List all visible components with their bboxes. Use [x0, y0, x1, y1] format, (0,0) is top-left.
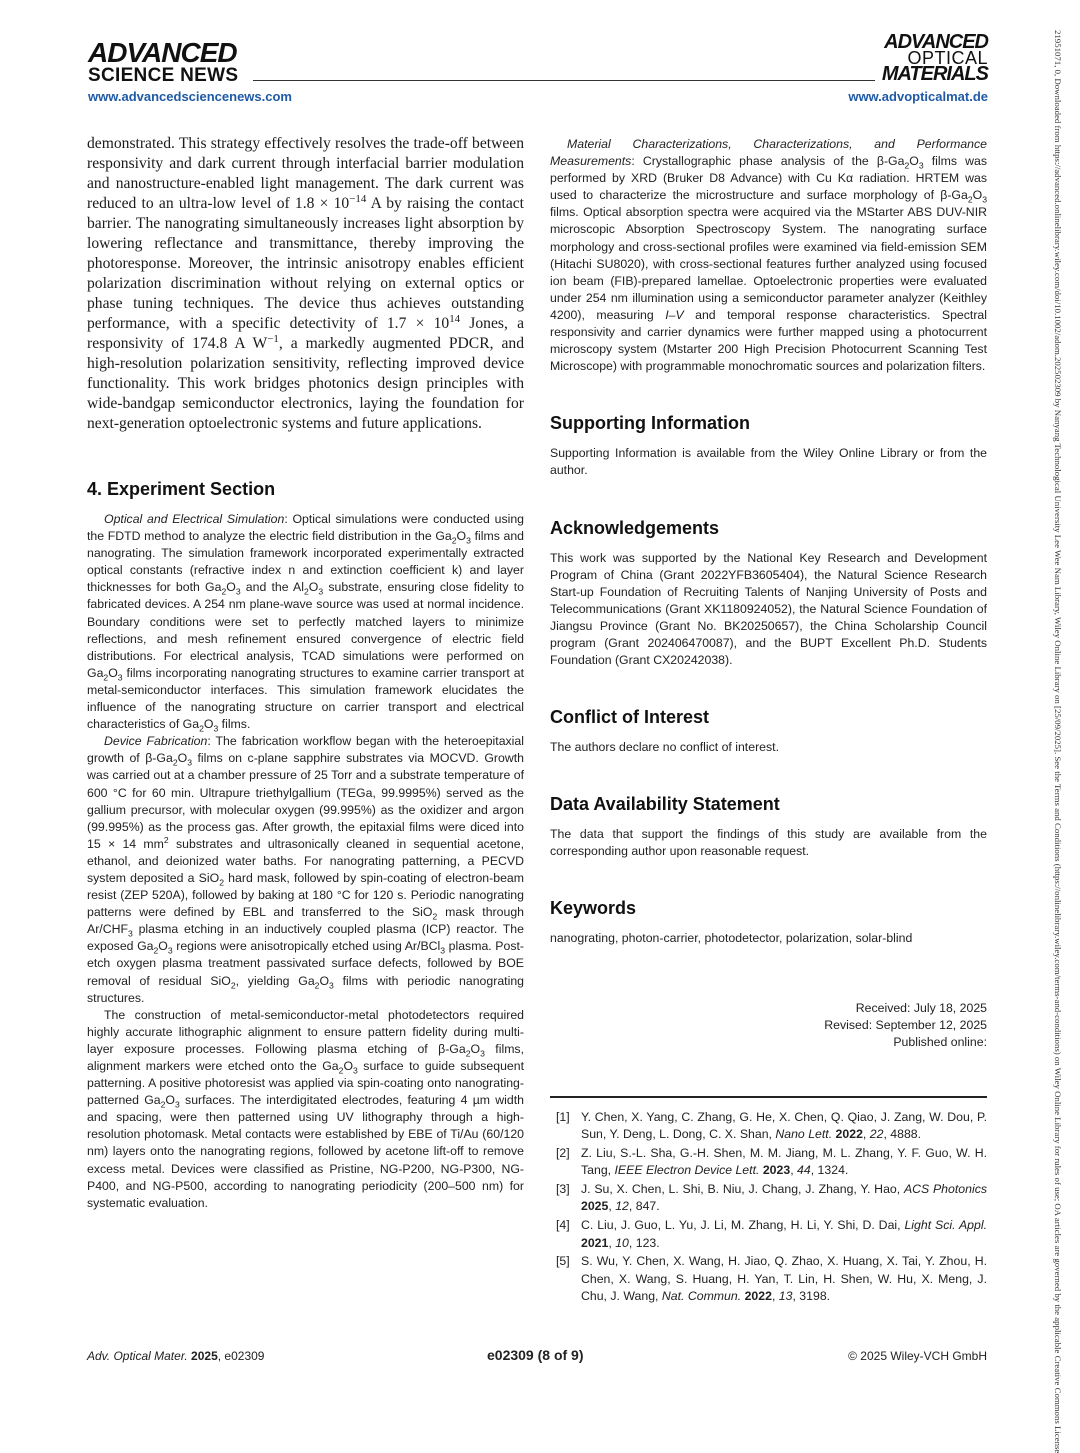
text-run: films on c-plane sapphire substrates via MOCVD. Growth was carried out at a chamber pressure of 25 Torr and a substrate temperature of 600 °C for 60 min. Ultrapure triethylgallium (TEGa, 99.9995%) served as the gallium precursor, with molecular oxygen (99.995%) as the oxidizer and argon (99.995%) as the process gas. After growth, the epitaxial films were diced into 15 × 14 mm [87, 751, 524, 851]
right-column [550, 136, 987, 948]
left-column [87, 134, 524, 1212]
subscript: 3 [167, 945, 173, 956]
subscript: 2 [221, 586, 227, 597]
subscript: 3 [982, 194, 987, 205]
subscript: 2 [904, 160, 910, 171]
logo-right-line-2: OPTICAL [907, 48, 988, 68]
revised-date: Revised: September 12, 2025 [824, 1018, 987, 1032]
reference-page: , 4888. [883, 1127, 922, 1142]
subscript: 2 [967, 194, 973, 205]
text-run: films and nanograting. The simulation framework incorporated experimentally extracted optical constants (refractive index n and extinction coefficient k) and layer thicknesses for both Ga [87, 529, 524, 595]
logo-line-1: ADVANCED [88, 37, 237, 68]
text-run: surfaces. The interdigitated electrodes, featuring 4 µm width and spacing, were then patterned using UV lithography through a high-resolution photomask. Metal contacts were established by EBE of Ti/Au (60/120 nm) layers onto the nanograting regions, followed by acetone lift-off to remove excess metal. Devices were classified as Pristine, NG-P200, NG-P300, NG-P400, and NG-P500, according to nanograting periodicity (200–500 nm) for systematic evaluation. [87, 1093, 524, 1210]
subscript: 3 [187, 757, 192, 768]
text-run: films. [218, 717, 251, 732]
logo-right-line-3: MATERIALS [881, 63, 988, 85]
reference-item: [5] S. Wu, Y. Chen, X. Wang, H. Jiao, Q. Zhao, X. Huang, X. Tai, Y. Zhou, H. Chen, X. Wang, S. Huang, H. Yan, T. Lin, H. Shen, W. Hu, X. Meng, J. Chu, J. Wang, Nat. Commun. 2022, 13, 3198. [556, 1254, 987, 1303]
published-date: Published online: [893, 1035, 987, 1049]
text-run: mask through Ar/CHF [87, 905, 525, 937]
footer-year: 2025 [191, 1349, 218, 1363]
text-run: and the Al [240, 580, 304, 595]
reference-page: , 847. [628, 1199, 660, 1214]
subscript: 2 [451, 535, 457, 546]
subscript: 3 [175, 1099, 180, 1110]
conclusion-paragraph [87, 134, 524, 434]
conflict-of-interest-title: Conflict of Interest [550, 707, 710, 728]
subscript: 2 [103, 672, 109, 683]
material-characterization-paragraph [550, 136, 987, 375]
text-run: O [456, 529, 467, 544]
reference-item: [3] J. Su, X. Chen, L. Shi, B. Niu, J. Chang, J. Zhang, Y. Hao, ACS Photonics 2025, 12, 847. [556, 1182, 987, 1214]
text-run: demonstrated. This strategy effectively resolves the trade-off between responsivity and dark current through interfacial barrier modulation and nanostructure-enabled light management. The dark current was reduced to an ultra-low level of 1.8 × 10 [87, 135, 524, 212]
footer-article-id: , e02309 [217, 1349, 265, 1363]
supporting-information-text: Supporting Information is available from the Wiley Online Library or from the author. [550, 446, 987, 478]
data-availability-title: Data Availability Statement [550, 794, 780, 815]
construction-paragraph [87, 1007, 524, 1212]
text-run: plasma. Post-etch oxygen plasma treatment passivated surface defects, followed by BOE removal of residual SiO [87, 939, 524, 988]
subscript: 3 [213, 723, 219, 734]
references-rule [550, 1096, 987, 1098]
device-fabrication-paragraph [87, 733, 524, 1007]
reference-year: 2022 [835, 1127, 863, 1142]
text-run: films. Optical absorption spectra were acquired via the MStarter ABS DUV-NIR microscopic Absorption Spectroscopy System. The nanograting surface morphology and cross-sectional profiles were examined via field-emission SEM (Hitachi SU8020), with cross-sectional features further analyzed using focused ion beam (FIB)-prepared lamellae. Optoelectronic properties were evaluated under 254 nm illumination using a semiconductor parameter analyzer (Keithley 4200), measuring [550, 205, 987, 322]
text-run: substrates and ultrasonically cleaned in sequential acetone, ethanol, and deionized water baths. For nanograting patterning, a PECVD system deposited a SiO [87, 836, 524, 885]
download-note [1043, 30, 1073, 1453]
text-run: films with periodic nanograting structures. [87, 973, 524, 1005]
paragraph-title: Material Characterizations, Characterizations, and Performance Measurements [550, 137, 987, 169]
text-run: O [972, 188, 983, 203]
text-run: : Crystallographic phase analysis of the β-Ga [631, 154, 905, 169]
text-run: The construction of metal-semiconductor-metal photodetectors required highly accurate lithographic alignment to ensure pattern fidelity during multi-layer exposure processes. Following plasma etching of β-Ga [87, 1007, 524, 1056]
reference-item: [1] Y. Chen, X. Yang, C. Zhang, G. He, X. Chen, Q. Qiao, J. Zang, W. Dou, P. Sun, Y. Deng, L. Dong, C. X. Shan, Nano Lett. 2022, 22, 4888. [556, 1110, 987, 1142]
text-run: films, alignment markers were etched onto the Ga [87, 1041, 524, 1073]
received-date: Received: July 18, 2025 [855, 1001, 987, 1015]
reference-journal: Nat. Commun. [661, 1288, 742, 1303]
subscript: 2 [465, 1048, 471, 1059]
reference-volume: 12 [615, 1199, 629, 1214]
reference-authors: J. Su, X. Chen, L. Shi, B. Niu, J. Chang, J. Zhang, Y. Hao, [581, 1182, 904, 1197]
reference-year: 2022 [744, 1288, 772, 1303]
text-run: , yielding Ga [235, 973, 315, 988]
text-run: O [343, 1059, 354, 1073]
text-run: A by raising the contact barrier. The nanograting simultaneously increases light absorption by lowering reflectance and transmittance, thereby improving the photoresponse. Moreover, the intrinsic anisotropy enables efficient polarization discrimination without relying on external optics or phase tuning techniques. The device thus achieves outstanding performance, with a specific detectivity of 1.7 × 10 [87, 195, 525, 332]
superscript: 2 [163, 834, 169, 845]
reference-number: [3] [556, 1182, 570, 1197]
logo-line-2: SCIENCE NEWS [88, 65, 239, 86]
text-run: , a markedly augmented PDCR, and high-resolution polarization sensitivity, reflecting improved device functionality. This work bridges photonics design principles with wide-bandgap semiconductor electronics, laying the foundation for next-generation optoelectronic systems and future applications. [87, 335, 524, 432]
text-run: films incorporating nanograting structures to examine carrier transport at metal-semiconductor interfaces. This simulation framework elucidates the influence of the nanograting structure on carrier transport and electrical characteristics of Ga [87, 665, 524, 732]
subscript: 3 [466, 535, 471, 546]
subscript: 2 [432, 911, 438, 922]
text-run: substrate, ensuring close fidelity to fabricated devices. A 254 nm plane-wave source was used at normal incidence. Boundary conditions were set to perfectly matched layers to minimize reflections, and mesh refinement ensured convergence of electric field distributions. For electrical analysis, TCAD simulations were performed on Ga [87, 580, 524, 680]
reference-page: , 123. [628, 1235, 660, 1250]
keywords-text: nanograting, photon-carrier, photodetector, polarization, solar-blind [550, 931, 913, 946]
reference-page: , 1324. [810, 1163, 849, 1178]
subscript: 2 [219, 877, 224, 888]
conflict-of-interest-text: The authors declare no conflict of interest. [550, 740, 779, 755]
footer-journal: Adv. Optical Mater. [87, 1349, 188, 1363]
text-run: plasma etching in an inductively coupled plasma (ICP) reactor. The exposed Ga [87, 922, 524, 954]
text-run: O [308, 580, 319, 595]
references-list [550, 1109, 987, 1307]
text-run: regions were anisotropically etched using Ar/BCl [172, 939, 441, 954]
download-note-text: 21951071, 0, Downloaded from https://advanced.onlinelibrary.wiley.com/doi/10.1002/adom.202502309 by Nanyang Technological University Lee Wee Nam Library, Wiley Online Library on [25/09/2025]. See the Terms and Conditions (https://onlinelibrary.wiley.com/terms-and-conditions) on Wiley Online Library for rules of use; OA articles are governed by the applicable Creative Commons License [1053, 30, 1063, 1453]
supporting-information-title: Supporting Information [550, 413, 750, 434]
text-run: O [177, 751, 188, 766]
subscript: 2 [160, 1099, 166, 1110]
reference-year: 2023 [762, 1163, 791, 1178]
reference-year: 2025 [581, 1199, 609, 1214]
text-run: : Optical simulations were conducted using the FDTD method to analyze the electric field distribution in the Ga [87, 512, 525, 544]
reference-item: [4] C. Liu, J. Guo, L. Yu, J. Li, M. Zhang, H. Li, Y. Shi, D. Dai, Light Sci. Appl. 2021, 10, 123. [556, 1218, 987, 1250]
italic-run: I–V [665, 307, 684, 322]
article-dates [824, 1000, 987, 1051]
reference-journal: IEEE Electron Device Lett. [614, 1163, 760, 1178]
reference-volume: 13 [778, 1288, 793, 1303]
reference-authors: Z. Liu, S.-L. Sha, G.-H. Shen, M. M. Jiang, M. L. Zhang, Y. F. Guo, W. H. Tang, [581, 1146, 987, 1178]
reference-page: , 3198. [792, 1288, 831, 1303]
reference-number: [2] [556, 1146, 570, 1161]
text-run: O [226, 580, 236, 595]
header-rule [253, 80, 875, 81]
acknowledgements-text: This work was supported by the National Key Research and Development Program of China (Grant 2022YFB3605404), the Natural Science Research Start-up Foundation of Recruiting Talents of Nanjing University of Posts and Telecommunications (Grant XK1180924052), the Natural Science Foundation of Jiangsu Province (Grant No. BK20250657), the China Scholarship Council program (Grant 202406470087), and the BUPT Excellent Ph.D. Students Foundation (Grant CX20242038). [550, 550, 987, 668]
reference-journal: Nano Lett. [775, 1127, 833, 1142]
subscript: 2 [314, 979, 320, 990]
reference-volume: 10 [615, 1235, 629, 1250]
superscript: 14 [449, 312, 461, 325]
reference-volume: 22 [869, 1127, 884, 1142]
subscript: 3 [318, 586, 324, 597]
experiment-section-title: 4. Experiment Section [87, 479, 276, 499]
data-availability-text: The data that support the findings of this study are available from the corresponding author upon reasonable request. [550, 827, 987, 859]
subscript: 2 [199, 723, 204, 734]
reference-number: [1] [556, 1110, 570, 1124]
keywords-title: Keywords [550, 898, 637, 919]
advanced-optical-materials-logo [878, 31, 988, 85]
reference-volume: 44 [797, 1163, 811, 1178]
acknowledgements-title: Acknowledgements [550, 517, 720, 538]
subscript: 2 [338, 1065, 344, 1076]
subscript: 3 [440, 945, 446, 956]
logo-right-line-1: ADVANCED [884, 31, 988, 53]
advopticalmat-link[interactable]: www.advopticalmat.de [848, 89, 988, 104]
superscript: −1 [267, 332, 279, 345]
text-run: O [470, 1041, 481, 1056]
reference-item: [2] Z. Liu, S.-L. Sha, G.-H. Shen, M. M. Jiang, M. L. Zhang, Y. F. Guo, W. H. Tang, IEEE Electron Device Lett. 2023, 44, 1324. [556, 1146, 987, 1178]
paragraph-title: Device Fabrication [104, 734, 208, 749]
subscript: 2 [230, 979, 236, 990]
reference-journal: Light Sci. Appl. [904, 1218, 987, 1233]
subscript: 3 [329, 979, 334, 990]
footer-copyright: © 2025 Wiley-VCH GmbH [848, 1349, 987, 1363]
optical-simulation-paragraph [87, 511, 524, 733]
subscript: 2 [304, 586, 309, 597]
subscript: 3 [128, 928, 133, 939]
text-run: hard mask, followed by spin-coating of electron-beam resist (ZEP 520A), followed by baking at 180 °C for 120 s. Periodic nanograting patterns were defined by EBL and transferred to the SiO [87, 870, 524, 920]
reference-journal: ACS Photonics [903, 1182, 987, 1197]
subscript: 2 [153, 945, 159, 956]
reference-authors: S. Wu, Y. Chen, X. Wang, H. Jiao, Q. Zhao, X. Huang, X. Tai, Y. Zhou, H. Chen, X. Wang, S. Huang, H. Yan, T. Lin, H. Shen, W. Hu, X. Meng, J. Chu, J. Wang, [581, 1254, 987, 1303]
advanced-science-news-logo [88, 37, 239, 86]
text-run: O [108, 665, 118, 680]
footer-citation [87, 1349, 264, 1363]
subscript: 2 [172, 757, 178, 768]
superscript: −14 [349, 192, 367, 205]
reference-year: 2021 [581, 1235, 609, 1250]
subscript: 3 [353, 1065, 358, 1076]
subscript: 3 [235, 586, 241, 597]
text-run: O [319, 973, 330, 988]
text-run: Jones, a responsivity of 174.8 A W [87, 315, 524, 352]
text-run: O [203, 717, 214, 732]
text-run: O [165, 1093, 175, 1108]
reference-number: [5] [556, 1254, 570, 1269]
subscript: 3 [117, 672, 123, 683]
advanced-science-news-link[interactable]: www.advancedsciencenews.com [88, 89, 292, 104]
text-run: films was performed by XRD (Bruker D8 Advance) with Cu Kα radiation. HRTEM was used to characterize the microstructure and surface morphology of β-Ga [550, 154, 987, 203]
text-run: O [158, 939, 168, 954]
subscript: 3 [918, 160, 924, 171]
footer-page-number: e02309 (8 of 9) [487, 1347, 584, 1363]
text-run: surface to guide subsequent patterning. A positive photoresist was applied via spin-coating onto nanograting-patterned Ga [87, 1059, 525, 1108]
reference-authors: Y. Chen, X. Yang, C. Zhang, G. He, X. Chen, Q. Qiao, J. Zang, W. Dou, P. Sun, Y. Deng, L. Dong, C. X. Shan, [581, 1110, 987, 1142]
subscript: 3 [480, 1048, 485, 1059]
text-run: : The fabrication workflow began with the heteroepitaxial growth of β-Ga [87, 734, 524, 766]
reference-authors: C. Liu, J. Guo, L. Yu, J. Li, M. Zhang, H. Li, Y. Shi, D. Dai, [581, 1218, 905, 1233]
reference-number: [4] [556, 1218, 570, 1233]
text-run: and temporal response characteristics. Spectral responsivity and carrier dynamics were further mapped using a photocurrent microscopy system (Mstarter 200 High Precision Photocurrent Scanning Test Microscope) with programmable monochromatic sources and polarization filters. [550, 307, 988, 374]
paragraph-title: Optical and Electrical Simulation [104, 512, 285, 526]
text-run: O [909, 154, 919, 169]
